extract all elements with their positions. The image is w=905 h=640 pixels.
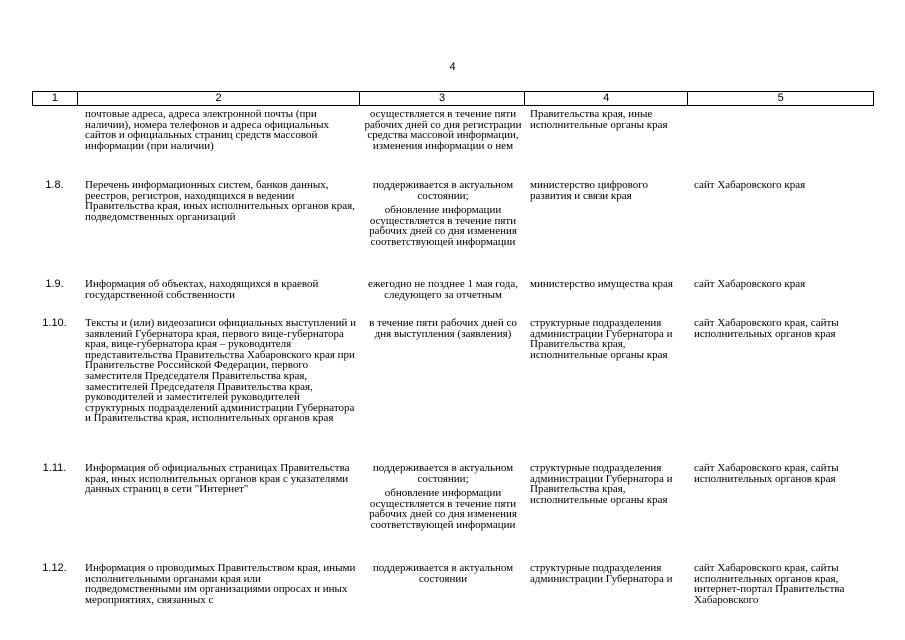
row-place: сайт Хабаровского края, сайты исполнительных органов края <box>694 462 839 485</box>
row-term <box>363 279 523 300</box>
table-header <box>32 91 874 106</box>
row-term <box>363 463 523 531</box>
header-col-2: 2 <box>78 92 360 105</box>
row-place: сайт Хабаровского края <box>694 179 806 191</box>
term-text: обновление информации осуществляется в течение пяти рабочих дней со дня изменения соответствующей информации <box>369 204 517 248</box>
row-responsible: Правительства края, иные исполнительные органы края <box>530 108 668 131</box>
term-text: в течение пяти рабочих дней со дня выступления (заявления) <box>369 317 517 340</box>
row-number: 1.8. <box>45 179 64 191</box>
row-responsible: структурные подразделения администрации Губернатора и Правительства края, исполнительные органы края <box>530 462 673 506</box>
term-text: поддерживается в актуальном состоянии; <box>372 462 514 485</box>
row-term <box>363 180 523 248</box>
row-responsible: министерство цифрового развития и связи края <box>530 179 649 202</box>
row-place: сайт Хабаровского края, сайты исполнительных органов края, интернет-портал Правительства Хабаровского <box>694 562 845 606</box>
row-number: 1.12. <box>42 562 67 574</box>
term-text: обновление информации осуществляется в течение пяти рабочих дней со дня изменения соответствующей информации <box>369 487 517 531</box>
row-place: сайт Хабаровского края <box>694 278 806 290</box>
row-info: Тексты и (или) видеозаписи официальных выступлений и заявлений Губернатора края, первого вице-губернатора края, вице-губернатора края – руководителя представительства Правительства Хабаровского края при Правительстве Российской Федерации, первого заместителя Председателя Правительства края, заместителей Председателя Правительства края, руководителей и заместителей руководителей структурных подразделений администрации Губернатора и Правительства края, исполнительных органов края <box>85 317 356 425</box>
row-number: 1.11. <box>42 462 67 474</box>
row-info: почтовые адреса, адреса электронной почты (при наличии), номера телефонов и адреса официальных сайтов и официальных страниц средств массовой информации (при наличии) <box>85 108 329 152</box>
row-number: 1.9. <box>45 278 64 290</box>
term-text: осуществляется в течение пяти рабочих дней со дня регистрации средства массовой информации, изменения информации о нем <box>364 108 522 152</box>
row-info: Информация об объектах, находящихся в краевой государственной собственности <box>85 278 319 301</box>
page-number: 4 <box>449 61 456 73</box>
header-col-5: 5 <box>777 92 784 104</box>
term-text: поддерживается в актуальном состоянии <box>372 562 514 585</box>
header-col-3: 3 <box>360 92 525 105</box>
row-responsible: министерство имущества края <box>530 278 673 290</box>
row-responsible: структурные подразделения администрации Губернатора и <box>530 562 673 585</box>
row-term <box>363 563 523 584</box>
term-text: ежегодно не позднее 1 мая года, следующего за отчетным <box>368 278 518 301</box>
row-info: Перечень информационных систем, банков данных, реестров, регистров, находящихся в ведении Правительства края, иных исполнительных органов края, подведомственных организаций <box>85 179 355 223</box>
row-info: Информация об официальных страницах Правительства края, иных исполнительных органов края с указателями данных страниц в сети "Интернет" <box>85 462 350 496</box>
term-text: поддерживается в актуальном состоянии; <box>372 179 514 202</box>
header-col-1: 1 <box>33 92 78 105</box>
row-responsible: структурные подразделения администрации Губернатора и Правительства края, исполнительные органы края <box>530 317 673 361</box>
row-number: 1.10. <box>42 317 67 329</box>
row-place: сайт Хабаровского края, сайты исполнительных органов края <box>694 317 839 340</box>
row-term <box>363 109 523 151</box>
row-term <box>363 318 523 339</box>
row-info: Информация о проводимых Правительством края, иными исполнительными органами края или подведомственными им организациями опросах и иных мероприятиях, связанных с <box>85 562 356 606</box>
header-col-4: 4 <box>525 92 689 105</box>
